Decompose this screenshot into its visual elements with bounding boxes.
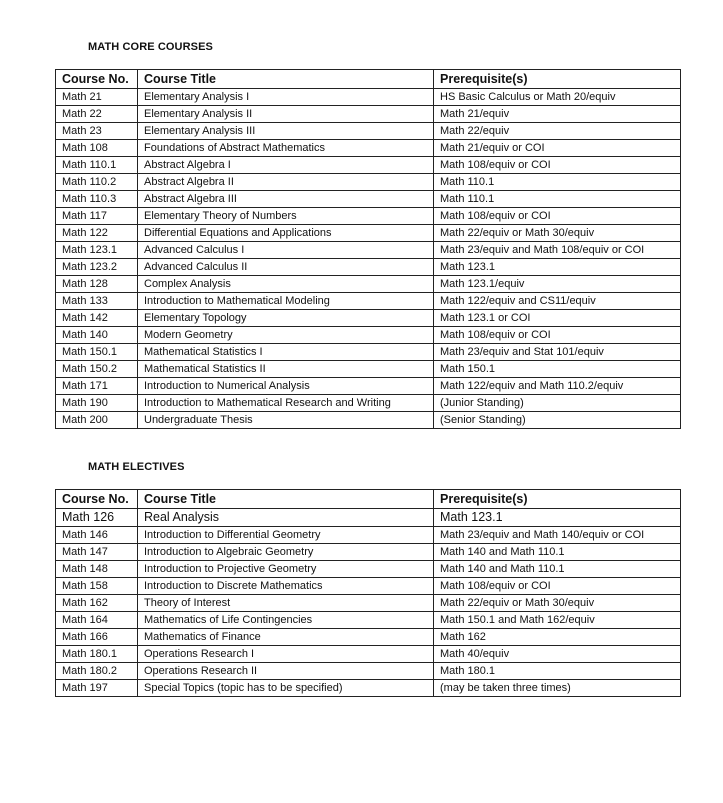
course-title: Elementary Topology bbox=[138, 310, 434, 327]
course-title: Operations Research II bbox=[138, 663, 434, 680]
table-row bbox=[56, 293, 681, 310]
course-title: Special Topics (topic has to be specified) bbox=[138, 680, 434, 697]
course-title: Introduction to Projective Geometry bbox=[138, 561, 434, 578]
course-title: Operations Research I bbox=[138, 646, 434, 663]
course-number: Math 21 bbox=[56, 89, 138, 106]
course-prerequisites: Math 110.1 bbox=[434, 191, 681, 208]
table-row bbox=[56, 208, 681, 225]
course-prerequisites: Math 180.1 bbox=[434, 663, 681, 680]
course-prerequisites: Math 23/equiv and Stat 101/equiv bbox=[434, 344, 681, 361]
course-number: Math 23 bbox=[56, 123, 138, 140]
course-title: Introduction to Mathematical Modeling bbox=[138, 293, 434, 310]
course-prerequisites: (Junior Standing) bbox=[434, 395, 681, 412]
course-title: Introduction to Algebraic Geometry bbox=[138, 544, 434, 561]
course-title: Real Analysis bbox=[138, 509, 434, 527]
table-row bbox=[56, 412, 681, 429]
table-row bbox=[56, 242, 681, 259]
course-prerequisites: Math 22/equiv or Math 30/equiv bbox=[434, 225, 681, 242]
table-header-row bbox=[56, 70, 681, 89]
course-number: Math 110.3 bbox=[56, 191, 138, 208]
course-prerequisites: Math 21/equiv or COI bbox=[434, 140, 681, 157]
course-number: Math 133 bbox=[56, 293, 138, 310]
course-title: Foundations of Abstract Mathematics bbox=[138, 140, 434, 157]
course-prerequisites: Math 21/equiv bbox=[434, 106, 681, 123]
course-prerequisites: Math 23/equiv and Math 140/equiv or COI bbox=[434, 527, 681, 544]
course-number: Math 108 bbox=[56, 140, 138, 157]
course-prerequisites: Math 108/equiv or COI bbox=[434, 327, 681, 344]
table-row bbox=[56, 106, 681, 123]
course-number: Math 164 bbox=[56, 612, 138, 629]
course-prerequisites: HS Basic Calculus or Math 20/equiv bbox=[434, 89, 681, 106]
table-row bbox=[56, 629, 681, 646]
header-course-no: Course No. bbox=[56, 490, 138, 509]
course-title: Elementary Analysis I bbox=[138, 89, 434, 106]
course-number: Math 146 bbox=[56, 527, 138, 544]
course-title: Mathematical Statistics I bbox=[138, 344, 434, 361]
course-number: Math 180.2 bbox=[56, 663, 138, 680]
course-prerequisites: Math 123.1 bbox=[434, 509, 681, 527]
course-title: Differential Equations and Applications bbox=[138, 225, 434, 242]
course-number: Math 200 bbox=[56, 412, 138, 429]
table-header-row bbox=[56, 490, 681, 509]
table-row bbox=[56, 89, 681, 106]
course-title: Introduction to Discrete Mathematics bbox=[138, 578, 434, 595]
course-title: Introduction to Numerical Analysis bbox=[138, 378, 434, 395]
course-title: Undergraduate Thesis bbox=[138, 412, 434, 429]
table-row bbox=[56, 527, 681, 544]
course-prerequisites: Math 108/equiv or COI bbox=[434, 157, 681, 174]
course-number: Math 126 bbox=[56, 509, 138, 527]
course-prerequisites: Math 150.1 bbox=[434, 361, 681, 378]
course-prerequisites: Math 140 and Math 110.1 bbox=[434, 544, 681, 561]
course-prerequisites: Math 108/equiv or COI bbox=[434, 578, 681, 595]
course-title: Introduction to Differential Geometry bbox=[138, 527, 434, 544]
course-number: Math 22 bbox=[56, 106, 138, 123]
table-row bbox=[56, 259, 681, 276]
course-number: Math 140 bbox=[56, 327, 138, 344]
course-prerequisites: Math 22/equiv bbox=[434, 123, 681, 140]
course-number: Math 150.2 bbox=[56, 361, 138, 378]
course-number: Math 197 bbox=[56, 680, 138, 697]
course-prerequisites: Math 122/equiv and CS11/equiv bbox=[434, 293, 681, 310]
electives-heading: MATH ELECTIVES bbox=[88, 461, 185, 473]
table-row bbox=[56, 578, 681, 595]
table-row bbox=[56, 595, 681, 612]
core-courses-heading: MATH CORE COURSES bbox=[88, 41, 213, 53]
header-course-no: Course No. bbox=[56, 70, 138, 89]
table-row bbox=[56, 276, 681, 293]
course-prerequisites: Math 123.1/equiv bbox=[434, 276, 681, 293]
table-row bbox=[56, 612, 681, 629]
table-row bbox=[56, 663, 681, 680]
course-prerequisites: Math 110.1 bbox=[434, 174, 681, 191]
course-title: Advanced Calculus II bbox=[138, 259, 434, 276]
core-courses-table bbox=[55, 69, 681, 429]
course-number: Math 190 bbox=[56, 395, 138, 412]
course-number: Math 148 bbox=[56, 561, 138, 578]
course-title: Introduction to Mathematical Research and Writing bbox=[138, 395, 434, 412]
course-title: Elementary Analysis III bbox=[138, 123, 434, 140]
course-prerequisites: Math 108/equiv or COI bbox=[434, 208, 681, 225]
course-number: Math 147 bbox=[56, 544, 138, 561]
course-number: Math 150.1 bbox=[56, 344, 138, 361]
course-prerequisites: (Senior Standing) bbox=[434, 412, 681, 429]
table-row bbox=[56, 140, 681, 157]
header-course-title: Course Title bbox=[138, 490, 434, 509]
course-number: Math 162 bbox=[56, 595, 138, 612]
table-row bbox=[56, 310, 681, 327]
course-title: Mathematical Statistics II bbox=[138, 361, 434, 378]
table-row bbox=[56, 646, 681, 663]
table-row bbox=[56, 157, 681, 174]
table-row bbox=[56, 561, 681, 578]
header-course-title: Course Title bbox=[138, 70, 434, 89]
course-title: Elementary Theory of Numbers bbox=[138, 208, 434, 225]
course-number: Math 123.2 bbox=[56, 259, 138, 276]
course-prerequisites: Math 23/equiv and Math 108/equiv or COI bbox=[434, 242, 681, 259]
course-title: Theory of Interest bbox=[138, 595, 434, 612]
course-number: Math 123.1 bbox=[56, 242, 138, 259]
table-row bbox=[56, 378, 681, 395]
table-row bbox=[56, 191, 681, 208]
table-row bbox=[56, 680, 681, 697]
course-prerequisites: Math 162 bbox=[434, 629, 681, 646]
table-row bbox=[56, 361, 681, 378]
course-number: Math 110.1 bbox=[56, 157, 138, 174]
course-title: Advanced Calculus I bbox=[138, 242, 434, 259]
table-row bbox=[56, 344, 681, 361]
course-title: Abstract Algebra III bbox=[138, 191, 434, 208]
course-title: Complex Analysis bbox=[138, 276, 434, 293]
course-prerequisites: Math 40/equiv bbox=[434, 646, 681, 663]
course-number: Math 122 bbox=[56, 225, 138, 242]
course-prerequisites: (may be taken three times) bbox=[434, 680, 681, 697]
course-number: Math 110.2 bbox=[56, 174, 138, 191]
course-title: Abstract Algebra I bbox=[138, 157, 434, 174]
course-prerequisites: Math 140 and Math 110.1 bbox=[434, 561, 681, 578]
course-number: Math 180.1 bbox=[56, 646, 138, 663]
header-prerequisites: Prerequisite(s) bbox=[434, 70, 681, 89]
course-title: Mathematics of Life Contingencies bbox=[138, 612, 434, 629]
course-title: Elementary Analysis II bbox=[138, 106, 434, 123]
course-prerequisites: Math 150.1 and Math 162/equiv bbox=[434, 612, 681, 629]
course-prerequisites: Math 122/equiv and Math 110.2/equiv bbox=[434, 378, 681, 395]
course-title: Modern Geometry bbox=[138, 327, 434, 344]
table-row bbox=[56, 123, 681, 140]
course-number: Math 128 bbox=[56, 276, 138, 293]
course-prerequisites: Math 123.1 or COI bbox=[434, 310, 681, 327]
course-number: Math 166 bbox=[56, 629, 138, 646]
table-row bbox=[56, 327, 681, 344]
table-row bbox=[56, 395, 681, 412]
course-number: Math 158 bbox=[56, 578, 138, 595]
course-prerequisites: Math 22/equiv or Math 30/equiv bbox=[434, 595, 681, 612]
header-prerequisites: Prerequisite(s) bbox=[434, 490, 681, 509]
course-prerequisites: Math 123.1 bbox=[434, 259, 681, 276]
course-number: Math 117 bbox=[56, 208, 138, 225]
table-row bbox=[56, 225, 681, 242]
table-row bbox=[56, 174, 681, 191]
table-row bbox=[56, 509, 681, 527]
course-title: Abstract Algebra II bbox=[138, 174, 434, 191]
electives-table bbox=[55, 489, 681, 697]
table-row bbox=[56, 544, 681, 561]
course-number: Math 142 bbox=[56, 310, 138, 327]
course-number: Math 171 bbox=[56, 378, 138, 395]
course-title: Mathematics of Finance bbox=[138, 629, 434, 646]
